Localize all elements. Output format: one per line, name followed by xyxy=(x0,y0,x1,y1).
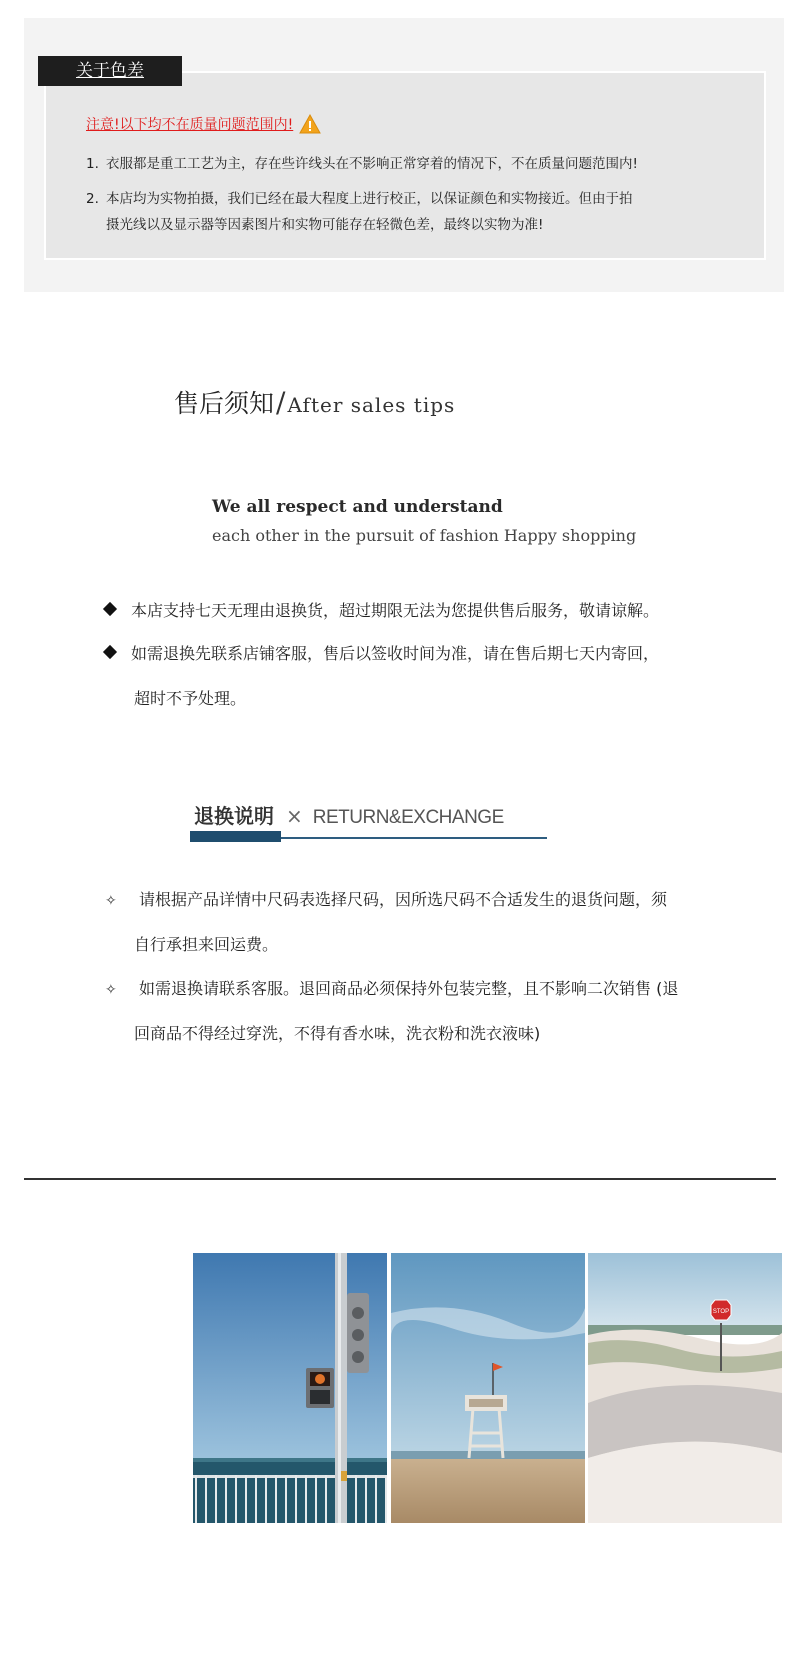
warning-icon xyxy=(299,114,321,134)
policy-item-1 xyxy=(105,598,659,621)
color-difference-panel xyxy=(24,18,784,292)
respect-line-1: We all respect and understand xyxy=(212,497,503,517)
after-sales-title-cn: 售后须知 xyxy=(174,389,275,418)
heading-accent-bar xyxy=(190,831,281,842)
return-rule-1-line2: 自行承担来回运费。 xyxy=(134,935,279,954)
quality-warning xyxy=(86,114,321,134)
stop-sign-text: STOP xyxy=(712,1309,730,1315)
diamond-bullet-icon xyxy=(103,602,117,616)
return-rule-2 xyxy=(105,976,678,999)
sparkle-bullet-icon: ✧ xyxy=(105,982,117,998)
return-rule-2-line1: 如需退换请联系客服。退回商品必须保持外包装完整，且不影响二次销售 (退 xyxy=(139,979,679,998)
photo-traffic-light-sea xyxy=(193,1253,387,1523)
return-exchange-title-cn: 退换说明 xyxy=(194,804,274,828)
diamond-bullet-icon xyxy=(103,645,117,659)
policy-item-2-cont: 超时不予处理。 xyxy=(134,689,247,708)
return-rule-1 xyxy=(105,887,667,910)
section-divider xyxy=(24,1178,776,1180)
color-difference-tab: 关于色差 xyxy=(38,56,182,86)
policy-item-2-text: 如需退换先联系店铺客服，售后以签收时间为准，请在售后期七天内寄回， xyxy=(131,644,660,663)
photo-stop-sign-dunes xyxy=(588,1253,782,1523)
after-sales-title xyxy=(174,384,455,420)
respect-line-2: each other in the pursuit of fashion Happy shopping xyxy=(212,526,637,545)
color-note-1-text: 衣服都是重工工艺为主，存在些许线头在不影响正常穿着的情况下，不在质量问题范围内! xyxy=(106,156,638,172)
after-sales-title-slash: / xyxy=(276,386,286,419)
return-exchange-title-x: × xyxy=(286,804,303,828)
photo-lifeguard-tower-beach xyxy=(391,1253,585,1523)
color-note-2 xyxy=(86,186,736,238)
heading-underline xyxy=(281,837,547,839)
sparkle-bullet-icon: ✧ xyxy=(105,893,117,909)
color-note-1-number: 1. xyxy=(86,156,99,172)
color-note-2-text-line1: 本店均为实物拍摄，我们已经在最大程度上进行校正，以保证颜色和实物接近。但由于拍 xyxy=(106,191,633,207)
after-sales-title-en: After sales tips xyxy=(287,393,456,417)
policy-item-2 xyxy=(105,641,659,664)
color-note-2-number: 2. xyxy=(86,191,99,207)
return-exchange-heading xyxy=(194,800,504,829)
return-rule-2-line2: 回商品不得经过穿洗，不得有香水味，洗衣粉和洗衣液味) xyxy=(134,1024,541,1043)
color-note-1 xyxy=(86,151,736,177)
return-exchange-title-en: RETURN&EXCHANGE xyxy=(312,807,504,828)
policy-item-1-text: 本店支持七天无理由退换货，超过期限无法为您提供售后服务，敬请谅解。 xyxy=(131,601,660,620)
return-rule-1-line1: 请根据产品详情中尺码表选择尺码，因所选尺码不合适发生的退货问题，须 xyxy=(139,890,668,909)
color-note-2-text-line2: 摄光线以及显示器等因素图片和实物可能存在轻微色差，最终以实物为准! xyxy=(106,217,544,233)
quality-warning-text: 注意!以下均不在质量问题范围内! xyxy=(86,117,294,133)
